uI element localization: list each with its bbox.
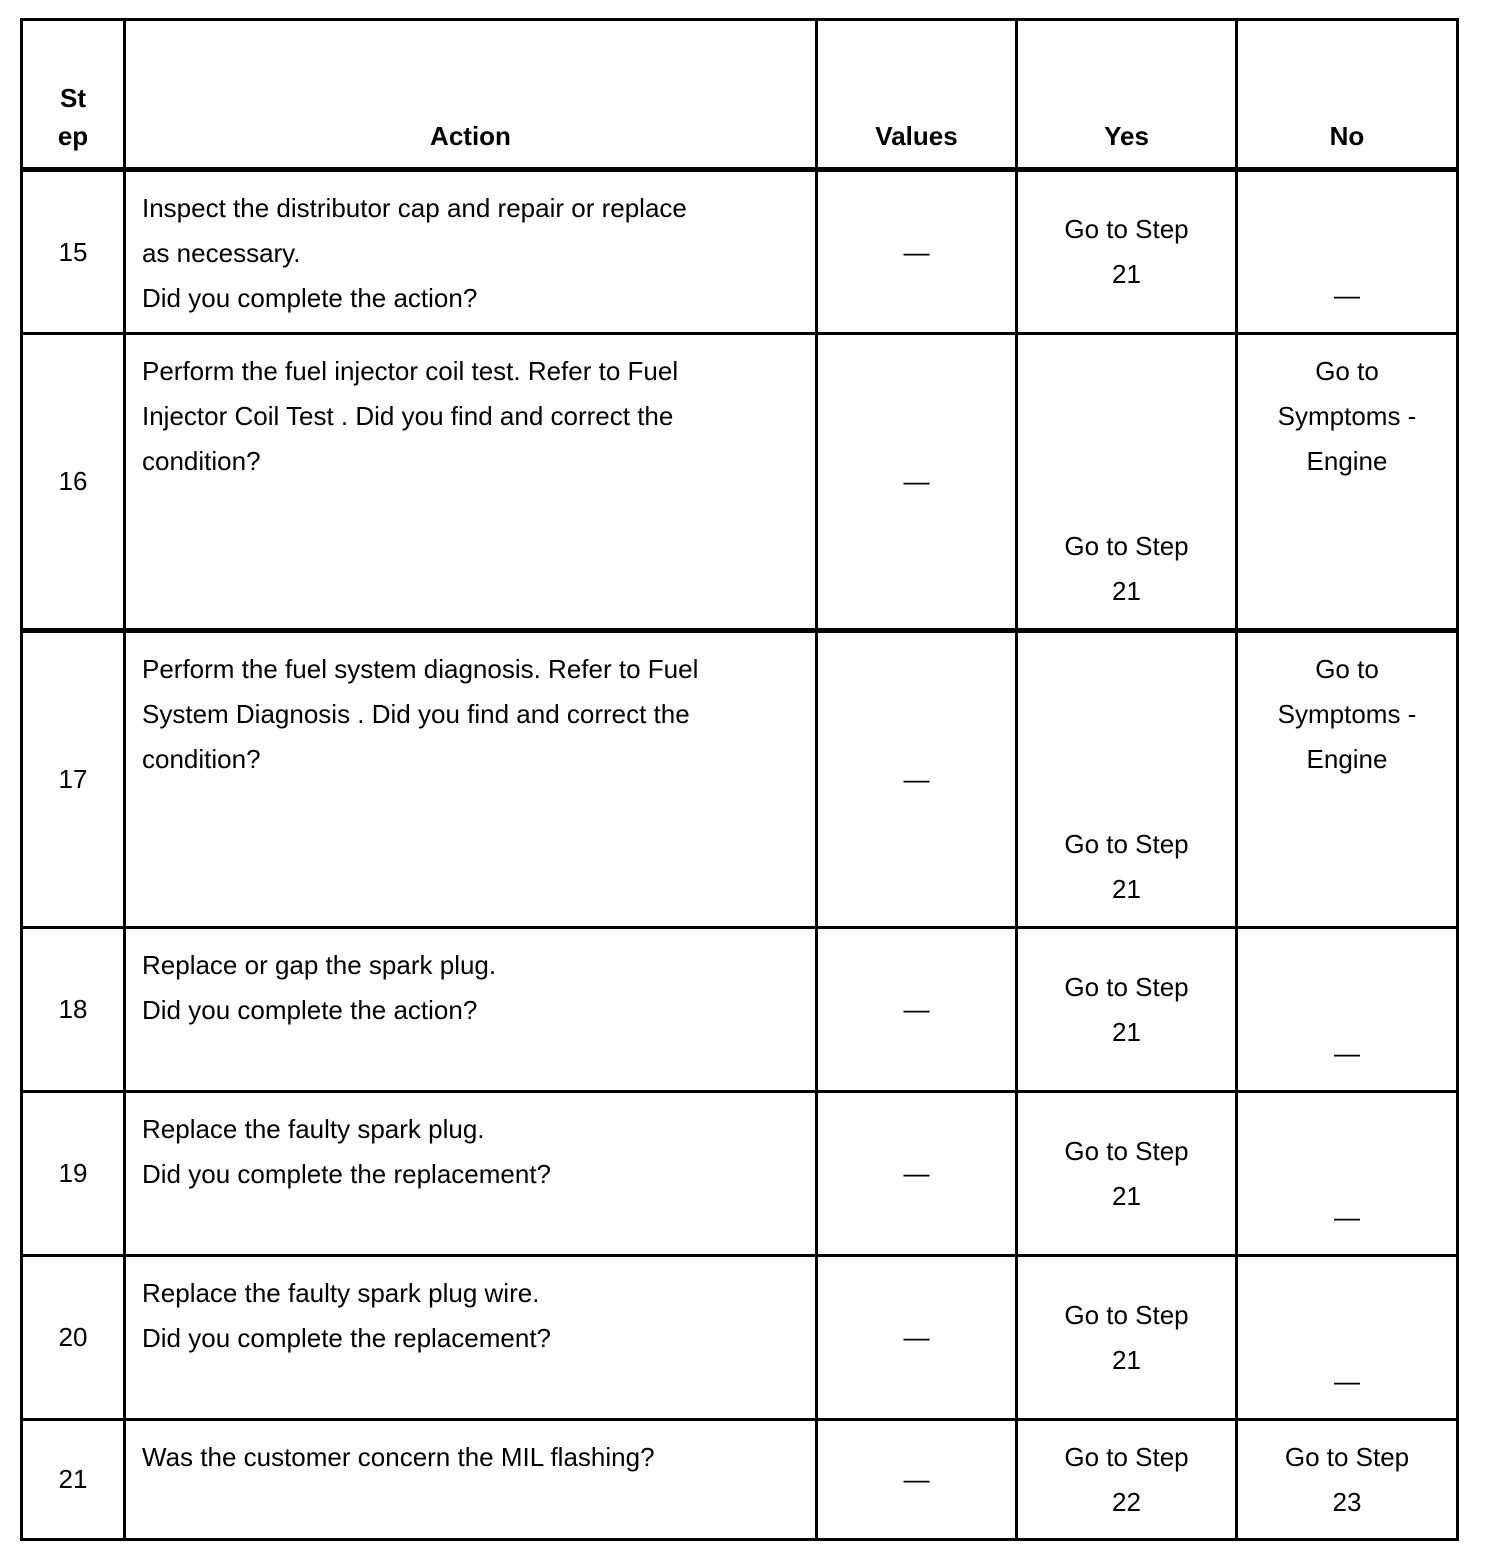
yes-link: Go to Step [1064,214,1189,244]
yes-step: 21 [1112,1016,1141,1047]
diagnostic-table [20,18,1459,1541]
yes-step: 21 [1112,874,1141,904]
step-number: 18 [22,928,125,1092]
header-values: Values [817,20,1017,170]
table-row [22,1092,1458,1256]
no-dash: — [1334,1366,1360,1396]
no-link: Go to [1315,356,1379,386]
header-no: No [1237,20,1458,170]
yes-link: Go to Step [1064,1299,1189,1330]
step-number: 17 [22,631,125,928]
no-link: Engine [1306,446,1388,476]
header-yes: Yes [1017,20,1237,170]
step-number: 16 [22,334,125,631]
no-cell [1237,631,1458,928]
yes-cell [1017,170,1237,334]
action-line: Injector Coil Test . Did you find and correct the [142,401,674,431]
yes-step: 21 [1112,259,1141,289]
action-line: Did you complete the action? [142,283,478,313]
no-cell [1237,1420,1458,1540]
yes-cell [1017,1256,1237,1420]
header-step-line2: ep [57,121,89,151]
action-line: Perform the fuel system diagnosis. Refer to Fuel [142,654,699,684]
action-line: condition? [142,446,261,476]
action-text [125,928,817,1092]
no-cell [1237,928,1458,1092]
action-line: System Diagnosis . Did you find and correct the [142,699,690,729]
no-cell [1237,1092,1458,1256]
action-text [125,631,817,928]
no-link: Symptoms - [1277,699,1417,729]
table-header [22,20,1458,170]
yes-cell [1017,928,1237,1092]
header-step [22,20,125,170]
action-line: Replace the faulty spark plug. [142,1114,485,1144]
yes-cell [1017,1420,1237,1540]
yes-link: Go to Step [1064,829,1189,859]
step-number: 20 [22,1256,125,1420]
action-text [125,334,817,631]
values-cell: — [817,928,1017,1092]
action-line: Inspect the distributor cap and repair or replace [142,193,687,223]
no-step: 23 [1332,1486,1362,1517]
values-cell: — [817,334,1017,631]
action-line: as necessary. [142,238,301,268]
values-cell: — [817,170,1017,334]
no-link: Go to Step [1284,1441,1410,1472]
no-cell [1237,334,1458,631]
step-number: 15 [22,170,125,334]
action-line: Did you complete the replacement? [142,1159,552,1189]
header-row [22,20,1458,170]
header-step-line1: St [60,83,86,113]
no-dash: — [1334,1202,1360,1232]
action-line: condition? [142,744,261,774]
action-text [125,1092,817,1256]
action-line: Perform the fuel injector coil test. Refer to Fuel [142,356,679,386]
action-line: Replace the faulty spark plug wire. [142,1278,540,1308]
no-cell [1237,1256,1458,1420]
no-link: Engine [1306,744,1388,774]
action-text [125,1256,817,1420]
values-cell: — [817,1420,1017,1540]
table-row [22,631,1458,928]
values-cell: — [817,1092,1017,1256]
table-row [22,1256,1458,1420]
values-cell: — [817,631,1017,928]
yes-step: 22 [1112,1486,1141,1517]
table-row [22,928,1458,1092]
yes-link: Go to Step [1064,531,1189,561]
action-line: Replace or gap the spark plug. [142,950,497,980]
yes-step: 21 [1112,1180,1141,1211]
action-line: Did you complete the replacement? [142,1323,552,1353]
table-row [22,1420,1458,1540]
yes-cell [1017,631,1237,928]
table-body [22,170,1458,1540]
no-cell [1237,170,1458,334]
yes-step: 21 [1112,1344,1141,1375]
action-line: Did you complete the action? [142,995,478,1025]
yes-cell [1017,334,1237,631]
yes-link: Go to Step [1064,1135,1189,1166]
no-link: Go to [1315,654,1379,684]
yes-step: 21 [1112,576,1141,606]
table-row [22,334,1458,631]
no-dash: — [1334,280,1360,310]
values-cell: — [817,1256,1017,1420]
no-dash: — [1334,1038,1360,1068]
action-text [125,1420,817,1540]
step-number: 21 [22,1420,125,1540]
yes-cell [1017,1092,1237,1256]
step-number: 19 [22,1092,125,1256]
yes-link: Go to Step [1064,1441,1189,1472]
header-action: Action [125,20,817,170]
action-text [125,170,817,334]
yes-link: Go to Step [1064,971,1189,1002]
table-row [22,170,1458,334]
no-link: Symptoms - [1277,401,1417,431]
action-line: Was the customer concern the MIL flashing? [142,1442,655,1472]
